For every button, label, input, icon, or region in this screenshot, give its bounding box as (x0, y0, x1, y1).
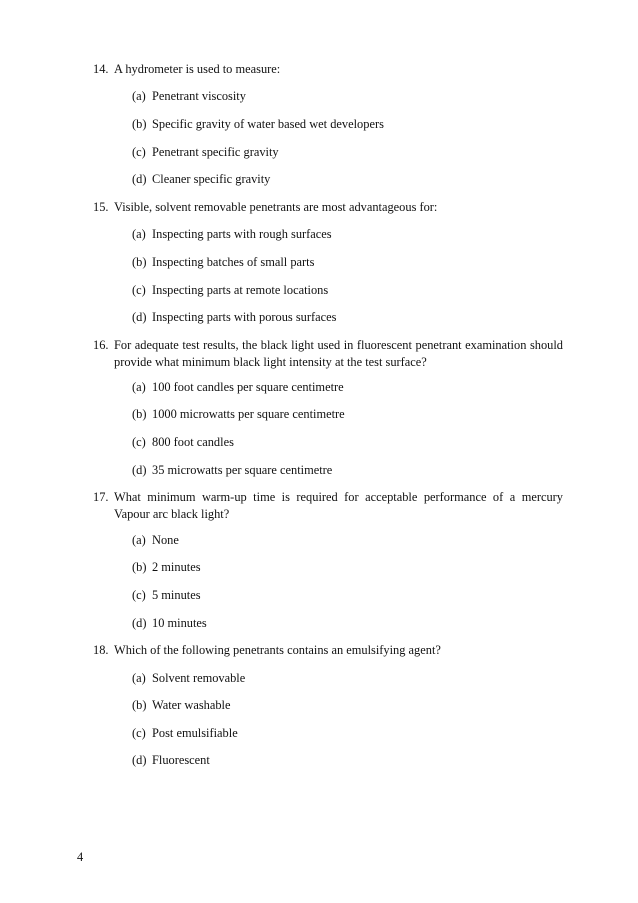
question-number: 18. (93, 643, 109, 657)
option-text: Penetrant specific gravity (152, 145, 279, 159)
option-text: 100 foot candles per square centimetre (152, 380, 344, 394)
option-text: Post emulsifiable (152, 726, 238, 740)
option-letter: (d) (132, 463, 147, 477)
option-letter: (c) (132, 588, 146, 602)
option-letter: (b) (132, 407, 147, 421)
option-letter: (a) (132, 533, 146, 547)
option-14-a (132, 88, 246, 105)
question-16 (93, 337, 563, 371)
option-16-c (132, 434, 234, 451)
question-text: Visible, solvent removable penetrants are most advantageous for: (114, 200, 438, 214)
option-letter: (c) (132, 283, 146, 297)
option-18-c (132, 725, 238, 742)
option-text: 35 microwatts per square centimetre (152, 463, 333, 477)
option-text: Inspecting parts with rough surfaces (152, 227, 332, 241)
option-14-d (132, 171, 270, 188)
option-letter: (d) (132, 616, 147, 630)
option-18-b (132, 697, 230, 714)
option-17-d (132, 615, 207, 632)
question-17 (93, 489, 563, 523)
option-text: Inspecting batches of small parts (152, 255, 315, 269)
option-text: 5 minutes (152, 588, 201, 602)
option-letter: (a) (132, 671, 146, 685)
option-18-d (132, 752, 210, 769)
option-letter: (b) (132, 255, 147, 269)
question-number: 15. (93, 200, 109, 214)
question-15 (93, 199, 563, 216)
question-number: 17. (93, 490, 109, 504)
page-number: 4 (77, 850, 84, 864)
option-letter: (d) (132, 310, 147, 324)
option-text: Inspecting parts at remote locations (152, 283, 329, 297)
option-letter: (b) (132, 560, 147, 574)
option-letter: (b) (132, 698, 147, 712)
option-16-b (132, 406, 345, 423)
option-14-b (132, 116, 384, 133)
option-15-b (132, 254, 314, 271)
question-14 (93, 61, 563, 78)
option-text: Cleaner specific gravity (152, 172, 271, 186)
option-text: Inspecting parts with porous surfaces (152, 310, 337, 324)
option-17-c (132, 587, 201, 604)
option-16-a (132, 379, 344, 396)
question-number: 16. (93, 338, 109, 352)
question-text: For adequate test results, the black light used in fluorescent penetrant examination should provide what minimum black light intensity at the test surface? (114, 338, 563, 369)
question-text: A hydrometer is used to measure: (114, 62, 281, 76)
option-letter: (c) (132, 726, 146, 740)
option-16-d (132, 462, 332, 479)
option-text: Fluorescent (152, 753, 210, 767)
option-text: 10 minutes (152, 616, 207, 630)
option-17-b (132, 559, 201, 576)
option-letter: (d) (132, 753, 147, 767)
option-text: 2 minutes (152, 560, 201, 574)
option-letter: (a) (132, 89, 146, 103)
option-18-a (132, 670, 245, 687)
option-15-d (132, 309, 336, 326)
option-15-a (132, 226, 332, 243)
question-18 (93, 642, 563, 659)
option-letter: (b) (132, 117, 147, 131)
option-text: 800 foot candles (152, 435, 234, 449)
question-number: 14. (93, 62, 109, 76)
option-letter: (a) (132, 227, 146, 241)
option-15-c (132, 282, 328, 299)
option-text: None (152, 533, 179, 547)
option-letter: (c) (132, 435, 146, 449)
question-text: What minimum warm-up time is required for acceptable performance of a mercury Vapour arc black light? (114, 490, 563, 521)
option-letter: (a) (132, 380, 146, 394)
option-text: 1000 microwatts per square centimetre (152, 407, 345, 421)
option-letter: (c) (132, 145, 146, 159)
option-17-a (132, 532, 179, 549)
option-text: Solvent removable (152, 671, 246, 685)
option-14-c (132, 144, 279, 161)
question-text: Which of the following penetrants contains an emulsifying agent? (114, 643, 441, 657)
option-text: Water washable (152, 698, 231, 712)
option-text: Specific gravity of water based wet developers (152, 117, 384, 131)
option-text: Penetrant viscosity (152, 89, 246, 103)
option-letter: (d) (132, 172, 147, 186)
